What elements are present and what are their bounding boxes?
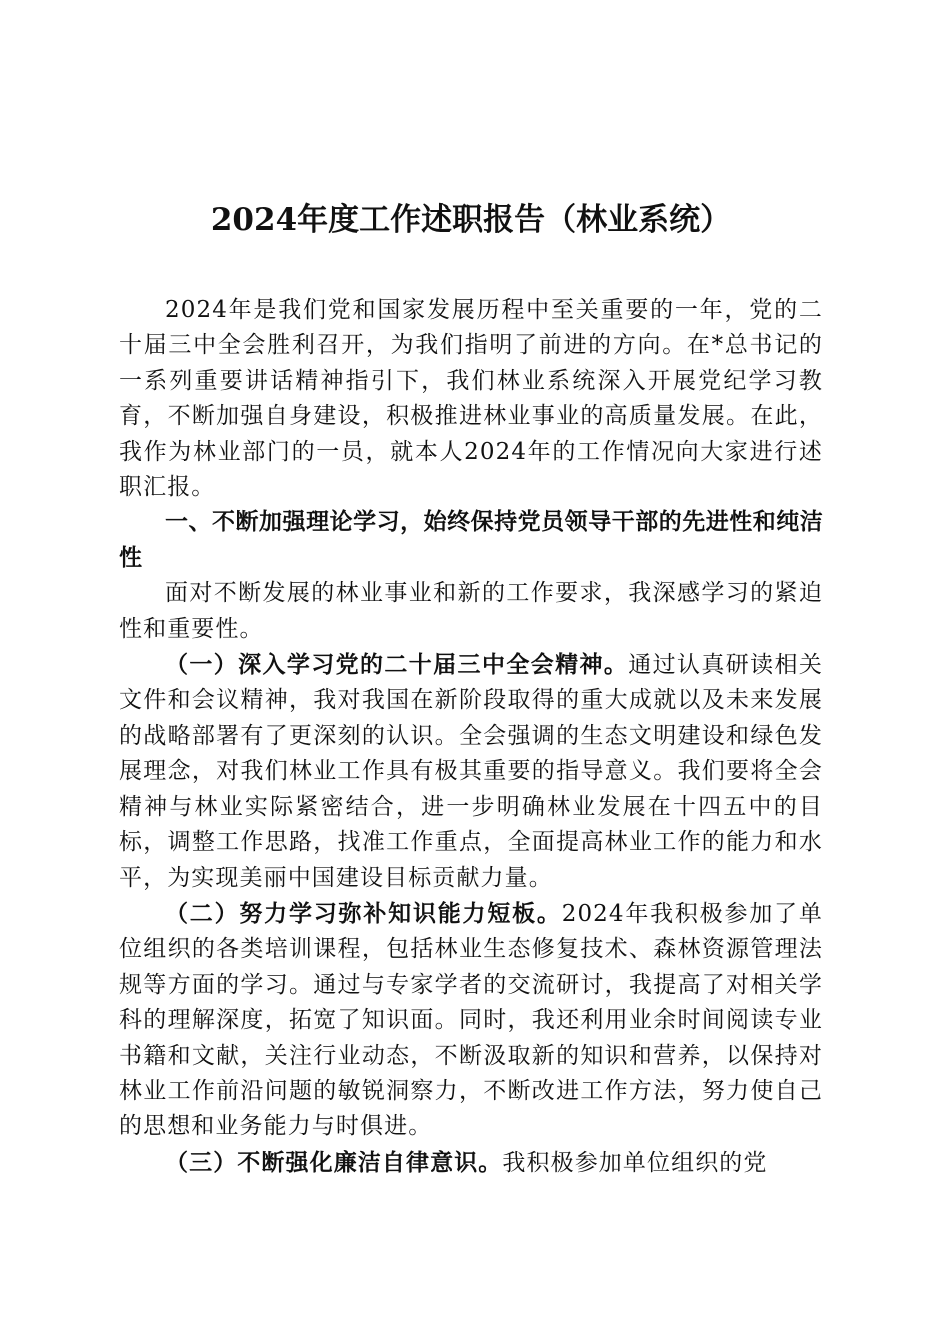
section-1-heading: 一、不断加强理论学习，始终保持党员领导干部的先进性和纯洁性: [119, 509, 823, 571]
subsection-1-paragraph: [119, 647, 823, 896]
section-1-lead-paragraph: 面对不断发展的林业事业和新的工作要求，我深感学习的紧迫性和重要性。: [119, 580, 823, 642]
subsection-3-paragraph: [119, 1145, 823, 1181]
subsection-1-heading: （一）深入学习党的二十届三中全会精神。: [165, 651, 629, 679]
subsection-2-paragraph: [119, 896, 823, 1145]
document-title: 2024年度工作述职报告（林业系统）: [210, 202, 732, 238]
subsection-1-body: 通过认真研读相关文件和会议精神，我对我国在新阶段取得的重大成就以及未来发展的战略部署有了更深刻的认识。全会强调的生态文明建设和绿色发展理念，对我们林业工作具有极其重要的指导意义。我们要将全会精神与林业实际紧密结合，进一步明确林业发展在十四五中的目标，调整工作思路，找准工作重点，全面提高林业工作的能力和水平，为实现美丽中国建设目标贡献力量。: [119, 652, 823, 891]
document-body: [119, 293, 823, 1181]
subsection-2-heading: （二）努力学习弥补知识能力短板。: [165, 899, 562, 927]
subsection-2-body: 2024年我积极参加了单位组织的各类培训课程，包括林业生态修复技术、森林资源管理法规等方面的学习。通过与专家学者的交流研讨，我提高了对相关学科的理解深度，拓宽了知识面。同时，我还利用业余时间阅读专业书籍和文献，关注行业动态，不断汲取新的知识和营养，以保持对林业工作前沿问题的敏锐洞察力，不断改进工作方法，努力使自己的思想和业务能力与时俱进。: [119, 900, 824, 1140]
intro-paragraph: 2024年是我们党和国家发展历程中至关重要的一年，党的二十届三中全会胜利召开，为我们指明了前进的方向。在*总书记的一系列重要讲话精神指引下，我们林业系统深入开展党纪学习教育，不断加强自身建设，积极推进林业事业的高质量发展。在此，我作为林业部门的一员，就本人2024年的工作情况向大家进行述职汇报。: [119, 297, 823, 501]
subsection-3-body: 我积极参加单位组织的党: [502, 1149, 768, 1176]
subsection-3-heading: （三）不断强化廉洁自律意识。: [165, 1148, 503, 1176]
